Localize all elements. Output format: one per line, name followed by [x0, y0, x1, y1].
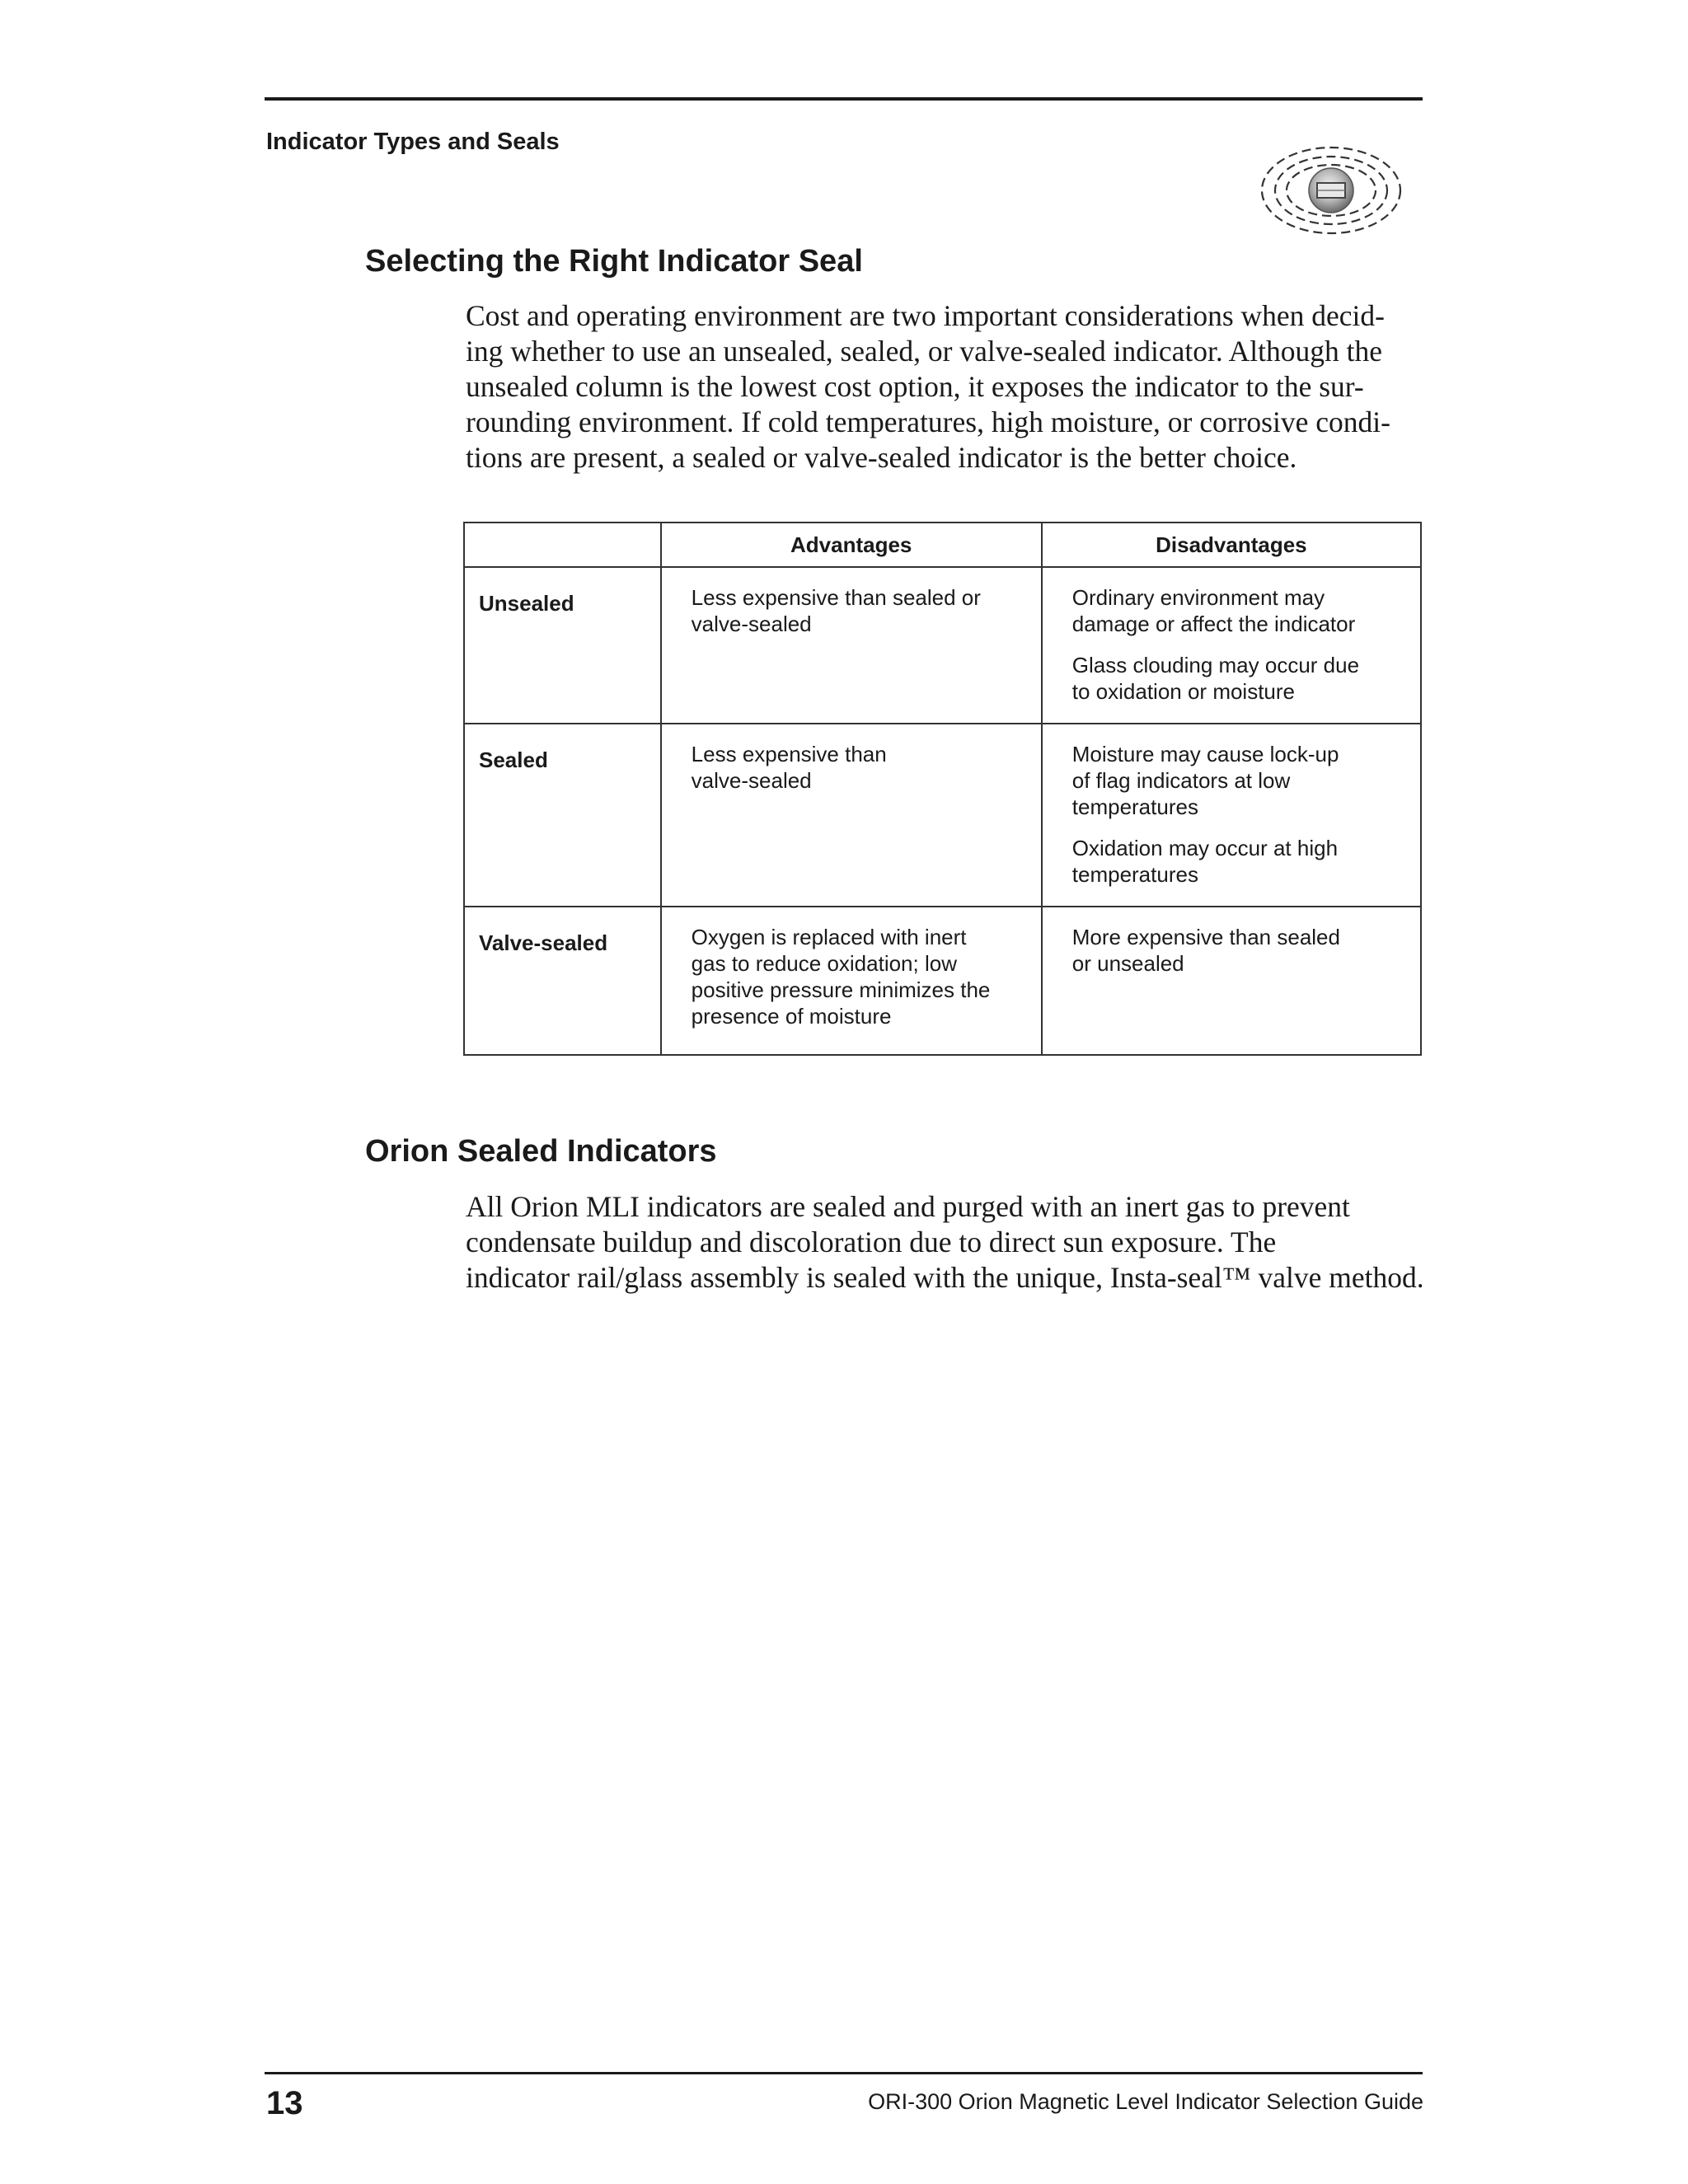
table-header-advantages: Advantages — [661, 523, 1042, 567]
section-body-selecting-seal — [466, 298, 1423, 476]
cell-disadvantages — [1042, 567, 1421, 724]
cell-text: Less expensive than valve-sealed — [691, 742, 887, 793]
cell-text: Oxidation may occur at high temperatures — [1071, 836, 1339, 887]
body-line: condensate buildup and discoloration due to direct sun exposure. The — [466, 1226, 1277, 1258]
body-line: unsealed column is the lowest cost option, it exposes the indicator to the sur- — [466, 370, 1364, 403]
cell-advantages — [661, 907, 1042, 1055]
table-row — [464, 567, 1421, 724]
table-header-disadvantages: Disadvantages — [1042, 523, 1421, 567]
section-title-selecting-seal: Selecting the Right Indicator Seal — [365, 244, 863, 279]
table-row — [464, 724, 1421, 907]
row-label-unsealed: Unsealed — [464, 567, 661, 724]
body-line: All Orion MLI indicators are sealed and purged with an inert gas to prevent — [466, 1190, 1350, 1223]
table-header-blank — [464, 523, 661, 567]
magnetic-float-icon — [1257, 138, 1405, 242]
cell-advantages — [661, 567, 1042, 724]
footer-document-title: ORI-300 Orion Magnetic Level Indicator Selection Guide — [868, 2089, 1423, 2114]
cell-advantages — [661, 724, 1042, 907]
body-line: ing whether to use an unsealed, sealed, or valve-sealed indicator. Although the — [466, 335, 1382, 368]
cell-disadvantages — [1042, 724, 1421, 907]
cell-text: Less expensive than sealed or valve-sealed — [691, 585, 981, 636]
body-line: Cost and operating environment are two important considerations when decid- — [466, 299, 1385, 332]
table-row — [464, 907, 1421, 1055]
body-line: indicator rail/glass assembly is sealed with the unique, Insta-seal™ valve method. — [466, 1261, 1424, 1294]
section-title-orion-sealed: Orion Sealed Indicators — [365, 1134, 717, 1169]
seal-comparison-table — [463, 522, 1422, 1056]
running-header: Indicator Types and Seals — [266, 129, 560, 155]
section-body-orion-sealed — [466, 1189, 1438, 1296]
row-label-valve-sealed: Valve-sealed — [464, 907, 661, 1055]
row-label-sealed: Sealed — [464, 724, 661, 907]
table-header-row — [464, 523, 1421, 567]
body-line: tions are present, a sealed or valve-sealed indicator is the better choice. — [466, 441, 1297, 474]
cell-disadvantages — [1042, 907, 1421, 1055]
cell-text: Ordinary environment may damage or affect the indicator — [1071, 585, 1356, 636]
header-rule — [265, 97, 1423, 101]
cell-text: More expensive than sealed or unsealed — [1071, 925, 1340, 976]
body-line: rounding environment. If cold temperatures, high moisture, or corrosive condi- — [466, 405, 1390, 438]
page-number: 13 — [266, 2085, 303, 2121]
cell-text: Moisture may cause lock-up of flag indicators at low temperatures — [1071, 742, 1339, 819]
cell-text: Glass clouding may occur due to oxidation or moisture — [1071, 653, 1360, 704]
cell-text: Oxygen is replaced with inert gas to reduce oxidation; low positive pressure minimizes the presence of moisture — [691, 925, 991, 1029]
footer-rule — [265, 2072, 1423, 2074]
